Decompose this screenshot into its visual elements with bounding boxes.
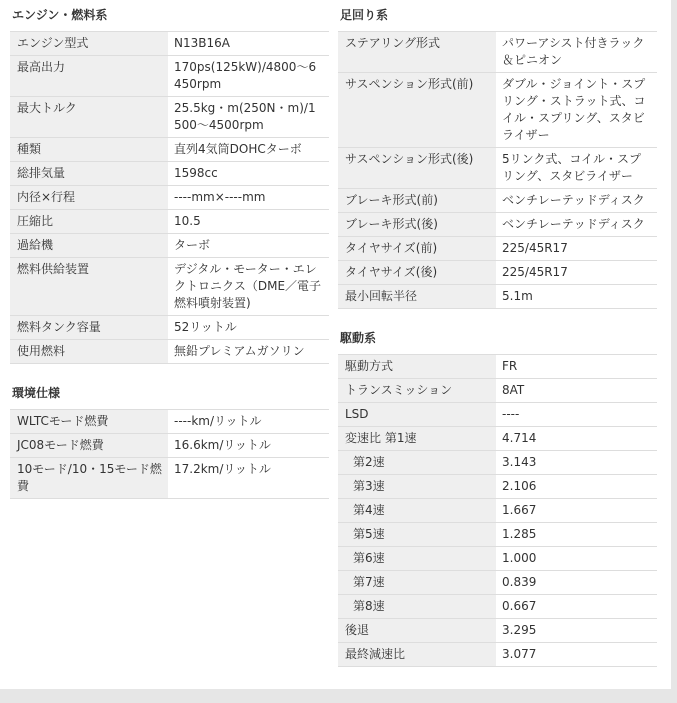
spec-value: 170ps(125kW)/4800〜6450rpm [168,56,329,97]
table-row [10,410,329,434]
spec-value: 25.5kg・m(250N・m)/1500〜4500rpm [168,97,329,138]
table-row [338,403,657,427]
table-row [10,162,329,186]
spec-value: 16.6km/リットル [168,434,329,458]
table-row [338,355,657,379]
spec-value: 1598cc [168,162,329,186]
spec-label: 最終減速比 [338,643,496,667]
table-row [10,32,329,56]
spec-value: ベンチレーテッドディスク [496,189,657,213]
spec-value: 5リンク式、コイル・スプリング、スタビライザー [496,148,657,189]
suspension-spec-table [338,31,657,309]
spec-label: ステアリング形式 [338,32,496,73]
table-row [338,427,657,451]
spec-label: 第4速 [338,499,496,523]
spec-value: 0.839 [496,571,657,595]
bottom-bar [0,689,677,703]
table-row [338,285,657,309]
drivetrain-section-title: 駆動系 [340,331,377,345]
table-row [338,379,657,403]
table-row [338,189,657,213]
table-row [338,32,657,73]
spec-label: 最小回転半径 [338,285,496,309]
spec-label: 第5速 [338,523,496,547]
spec-value: ----km/リットル [168,410,329,434]
spec-value: 17.2km/リットル [168,458,329,499]
spec-label: サスペンション形式(前) [338,73,496,148]
table-row [338,547,657,571]
spec-label: LSD [338,403,496,427]
table-row [338,73,657,148]
table-row [338,451,657,475]
spec-value: 4.714 [496,427,657,451]
spec-label: 第3速 [338,475,496,499]
spec-label: 内径×行程 [10,186,168,210]
table-row [338,643,657,667]
spec-label: WLTCモード燃費 [10,410,168,434]
spec-label: 駆動方式 [338,355,496,379]
spec-label: エンジン型式 [10,32,168,56]
table-row [10,258,329,316]
table-row [10,316,329,340]
spec-label: 燃料タンク容量 [10,316,168,340]
spec-label: 第7速 [338,571,496,595]
spec-value: ベンチレーテッドディスク [496,213,657,237]
table-row [10,210,329,234]
spec-value: パワーアシスト付きラック＆ピニオン [496,32,657,73]
table-row [10,186,329,210]
spec-value: 5.1m [496,285,657,309]
spec-label: 種類 [10,138,168,162]
spec-label: 第2速 [338,451,496,475]
spec-value: 10.5 [168,210,329,234]
suspension-section-title: 足回り系 [340,8,389,22]
spec-label: 過給機 [10,234,168,258]
spec-label: 総排気量 [10,162,168,186]
table-row [338,475,657,499]
environment-section-title: 環境仕様 [12,386,61,400]
spec-label: タイヤサイズ(前) [338,237,496,261]
spec-label: ブレーキ形式(後) [338,213,496,237]
spec-label: 後退 [338,619,496,643]
spec-label: 最高出力 [10,56,168,97]
table-row [338,523,657,547]
engine-section-title: エンジン・燃料系 [12,8,108,22]
spec-label: タイヤサイズ(後) [338,261,496,285]
spec-value: 1.285 [496,523,657,547]
spec-value: FR [496,355,657,379]
table-row [10,234,329,258]
table-row [10,340,329,364]
spec-label: 使用燃料 [10,340,168,364]
left-column [10,0,329,499]
table-row [338,261,657,285]
spec-value: 1.000 [496,547,657,571]
table-row [338,237,657,261]
spec-value: 直列4気筒DOHCターボ [168,138,329,162]
table-row [10,138,329,162]
table-row [338,595,657,619]
spec-value: 52リットル [168,316,329,340]
drivetrain-spec-table [338,354,657,667]
spec-label: 変速比 第1速 [338,427,496,451]
spec-value: 無鉛プレミアムガソリン [168,340,329,364]
spec-value: ----mm×----mm [168,186,329,210]
spec-value: 3.295 [496,619,657,643]
table-row [338,213,657,237]
table-row [10,458,329,499]
spec-value: ダブル・ジョイント・スプリング・ストラット式、コイル・スプリング、スタビライザー [496,73,657,148]
table-row [10,97,329,138]
environment-spec-table [10,409,329,499]
spec-value: 0.667 [496,595,657,619]
engine-spec-table [10,31,329,364]
spec-value: ターボ [168,234,329,258]
spec-label: サスペンション形式(後) [338,148,496,189]
page-edge [671,0,677,689]
spec-label: トランスミッション [338,379,496,403]
spec-value: ---- [496,403,657,427]
spec-value: 225/45R17 [496,237,657,261]
table-row [338,499,657,523]
spec-value: デジタル・モーター・エレクトロニクス（DME／電子燃料噴射装置) [168,258,329,316]
table-row [338,571,657,595]
spec-label: 最大トルク [10,97,168,138]
spec-value: 225/45R17 [496,261,657,285]
spec-label: 圧縮比 [10,210,168,234]
spec-value: 2.106 [496,475,657,499]
table-row [338,619,657,643]
spec-value: 8AT [496,379,657,403]
spec-value: 3.077 [496,643,657,667]
spec-label: ブレーキ形式(前) [338,189,496,213]
table-row [10,434,329,458]
table-row [338,148,657,189]
spec-label: 第6速 [338,547,496,571]
spec-label: 10モード/10・15モード燃費 [10,458,168,499]
spec-value: 1.667 [496,499,657,523]
spec-value: N13B16A [168,32,329,56]
table-row [10,56,329,97]
spec-label: 燃料供給装置 [10,258,168,316]
spec-value: 3.143 [496,451,657,475]
spec-label: JC08モード燃費 [10,434,168,458]
right-column [338,0,657,667]
spec-label: 第8速 [338,595,496,619]
